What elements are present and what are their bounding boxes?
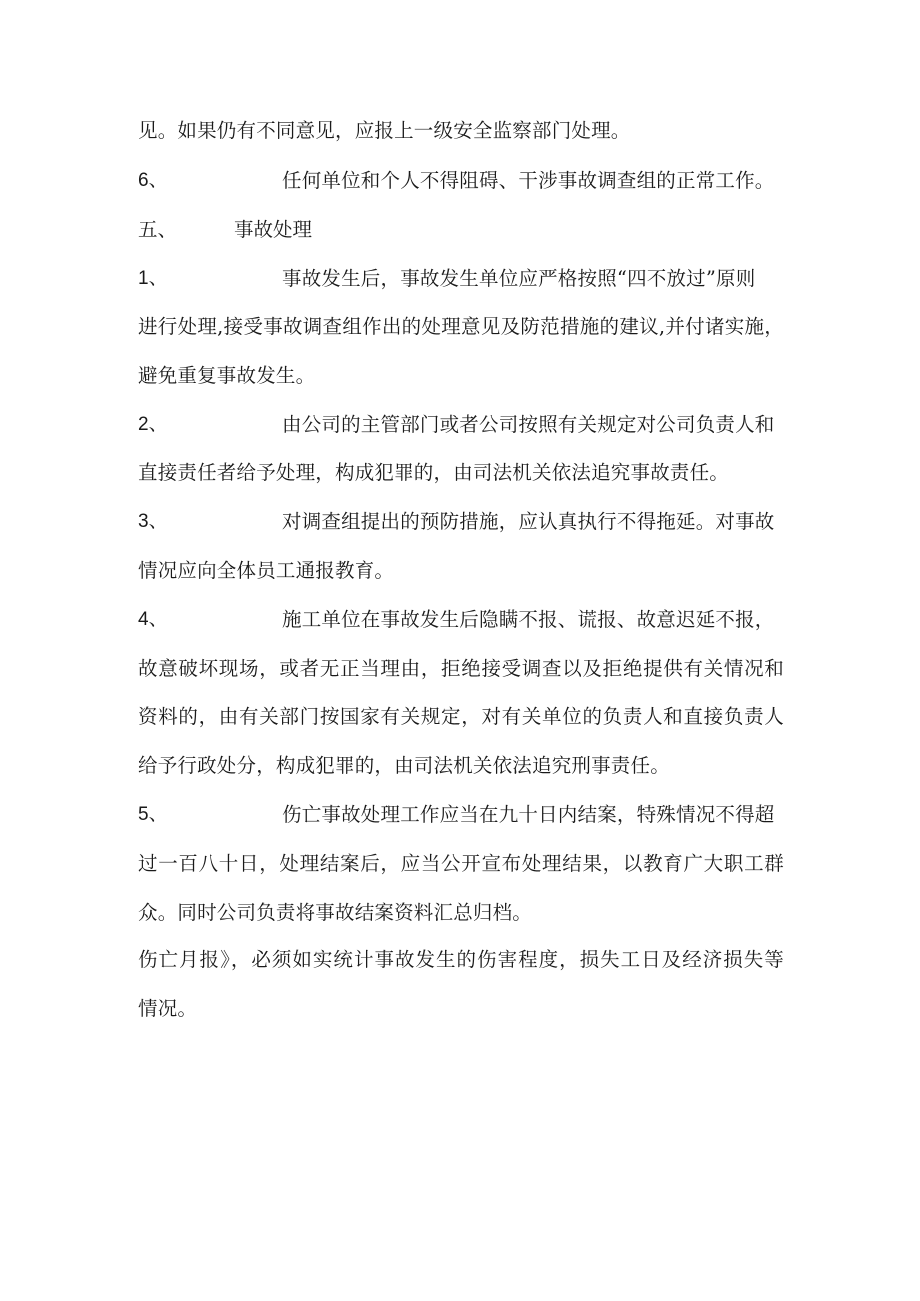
item-2-text-line-2: 直接责任者给予处理，构成犯罪的，由司法机关依法追究事故责任。 xyxy=(138,461,730,484)
item-4-text-line-3: 资料的，由有关部门按国家有关规定，对有关单位的负责人和直接负责人 xyxy=(138,705,784,728)
section-5-number: 五、 xyxy=(138,218,178,241)
item-3-number: 3、 xyxy=(138,511,168,532)
item-2-number: 2、 xyxy=(138,414,168,435)
item-3-text-line-2: 情况应向全体员工通报教育。 xyxy=(138,559,395,582)
item-6-text: 任何单位和个人不得阻碍、干涉事故调查组的正常工作。 xyxy=(282,169,775,192)
item-1-text-first-line: 事故发生后，事故发生单位应严格按照“四不放过”原则 xyxy=(282,267,756,290)
paragraph-continuation: 见。如果仍有不同意见，应报上一级安全监察部门处理。 xyxy=(138,119,631,142)
item-4-text-first-line: 施工单位在事故发生后隐瞒不报、谎报、故意迟延不报， xyxy=(282,608,775,631)
tail-paragraph-line-1: 伤亡月报》，必须如实统计事故发生的伤害程度，损失工日及经济损失等 xyxy=(138,948,784,971)
item-5-text-line-2: 过一百八十日，处理结案后，应当公开宣布处理结果，以教育广大职工群 xyxy=(138,852,784,875)
item-5-text-first-line: 伤亡事故处理工作应当在九十日内结案，特殊情况不得超 xyxy=(282,803,775,826)
section-5-title: 事故处理 xyxy=(234,218,313,241)
item-1-text-line-3: 避免重复事故发生。 xyxy=(138,364,316,387)
item-6-number: 6、 xyxy=(138,170,168,191)
item-5-text-line-3: 众。同时公司负责将事故结案资料汇总归档。 xyxy=(138,901,533,924)
item-4-text-line-4: 给予行政处分，构成犯罪的，由司法机关依法追究刑事责任。 xyxy=(138,754,670,777)
item-3-text-first-line: 对调查组提出的预防措施，应认真执行不得拖延。对事故 xyxy=(282,510,775,533)
tail-paragraph-line-2: 情况。 xyxy=(138,997,198,1020)
item-5-number: 5、 xyxy=(138,804,168,825)
item-4-number: 4、 xyxy=(138,609,168,630)
item-1-number: 1、 xyxy=(138,268,168,289)
item-4-text-line-2: 故意破坏现场，或者无正当理由，拒绝接受调查以及拒绝提供有关情况和 xyxy=(138,657,784,680)
item-1-text-line-2: 进行处理,接受事故调查组作出的处理意见及防范措施的建议,并付诸实施， xyxy=(138,315,784,338)
item-2-text-first-line: 由公司的主管部门或者公司按照有关规定对公司负责人和 xyxy=(282,413,775,436)
